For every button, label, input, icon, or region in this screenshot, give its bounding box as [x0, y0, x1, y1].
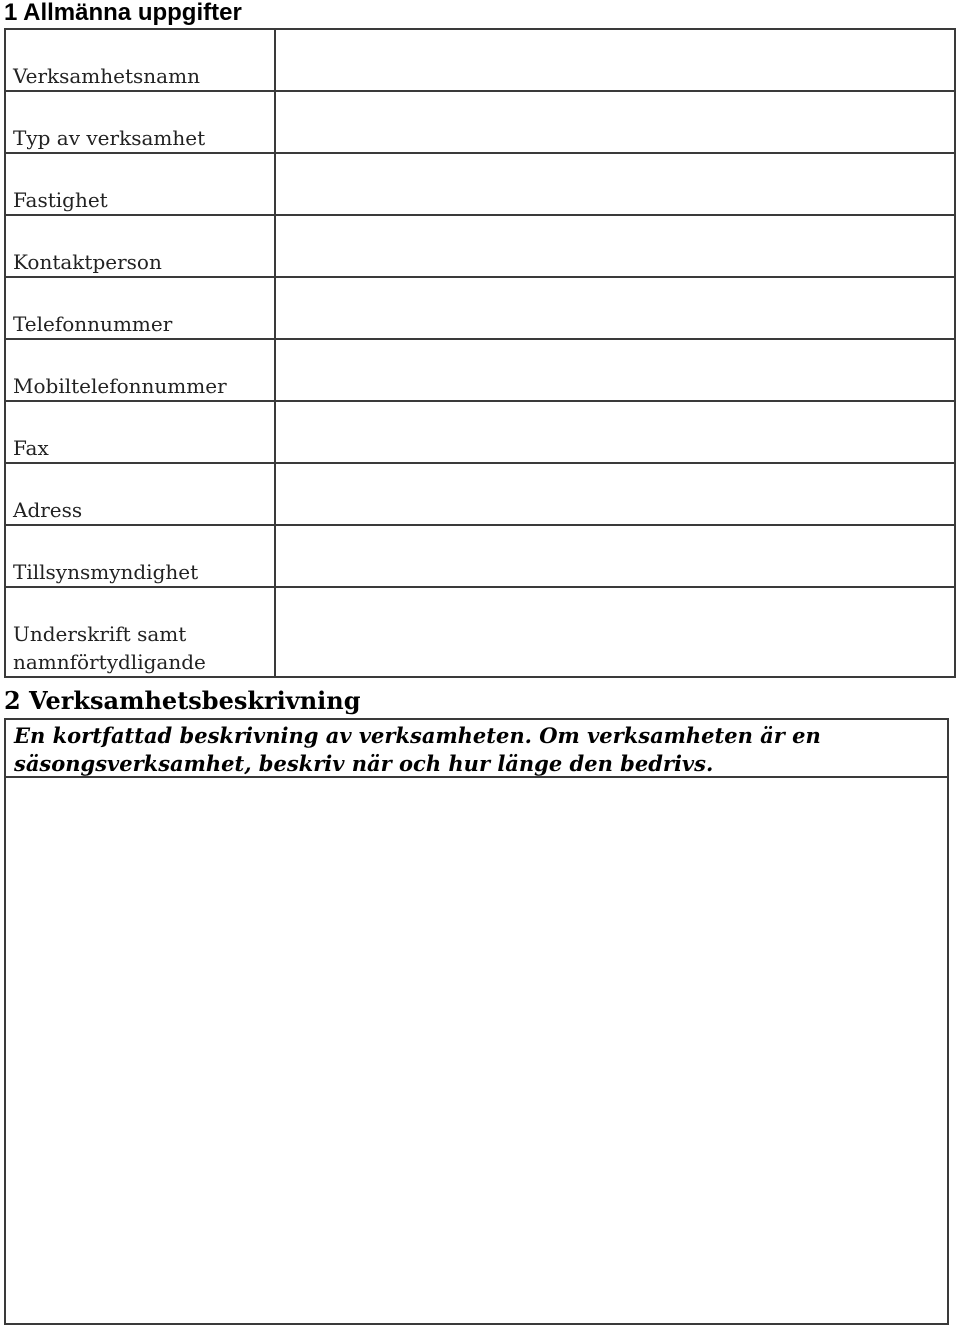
- description-box: [4, 718, 949, 1325]
- table-row: [5, 91, 955, 153]
- field-value-verksamhetsnamn[interactable]: [275, 29, 955, 91]
- field-label-mobiltelefonnummer: Mobiltelefonnummer: [5, 339, 275, 401]
- table-row: [5, 339, 955, 401]
- field-value-tillsynsmyndighet[interactable]: [275, 525, 955, 587]
- field-value-mobiltelefonnummer[interactable]: [275, 339, 955, 401]
- field-label-tillsynsmyndighet: Tillsynsmyndighet: [5, 525, 275, 587]
- field-value-underskrift[interactable]: [275, 587, 955, 677]
- table-row: [5, 463, 955, 525]
- field-value-kontaktperson[interactable]: [275, 215, 955, 277]
- table-row: [5, 153, 955, 215]
- field-value-fastighet[interactable]: [275, 153, 955, 215]
- field-label-telefonnummer: Telefonnummer: [5, 277, 275, 339]
- table-row: [5, 277, 955, 339]
- field-value-typ-av-verksamhet[interactable]: [275, 91, 955, 153]
- field-label-fax: Fax: [5, 401, 275, 463]
- field-label-typ-av-verksamhet: Typ av verksamhet: [5, 91, 275, 153]
- table-row: [5, 525, 955, 587]
- table-row: [5, 587, 955, 677]
- field-value-adress[interactable]: [275, 463, 955, 525]
- description-instruction: En kortfattad beskrivning av verksamheten. Om verksamheten är en säsongsverksamhet, beskriv när och hur länge den bedrivs.: [6, 720, 947, 778]
- field-value-telefonnummer[interactable]: [275, 277, 955, 339]
- table-row: [5, 215, 955, 277]
- section1-title: 1 Allmänna uppgifter: [4, 0, 242, 26]
- field-label-fastighet: Fastighet: [5, 153, 275, 215]
- table-row: [5, 401, 955, 463]
- field-label-verksamhetsnamn: Verksamhetsnamn: [5, 29, 275, 91]
- field-value-fax[interactable]: [275, 401, 955, 463]
- general-info-table: [4, 28, 956, 678]
- field-label-underskrift: Underskrift samt namnförtydligande: [5, 587, 275, 677]
- table-row: [5, 29, 955, 91]
- field-label-kontaktperson: Kontaktperson: [5, 215, 275, 277]
- field-label-adress: Adress: [5, 463, 275, 525]
- section2-title: 2 Verksamhetsbeskrivning: [4, 686, 361, 715]
- description-input-area[interactable]: [6, 778, 947, 1323]
